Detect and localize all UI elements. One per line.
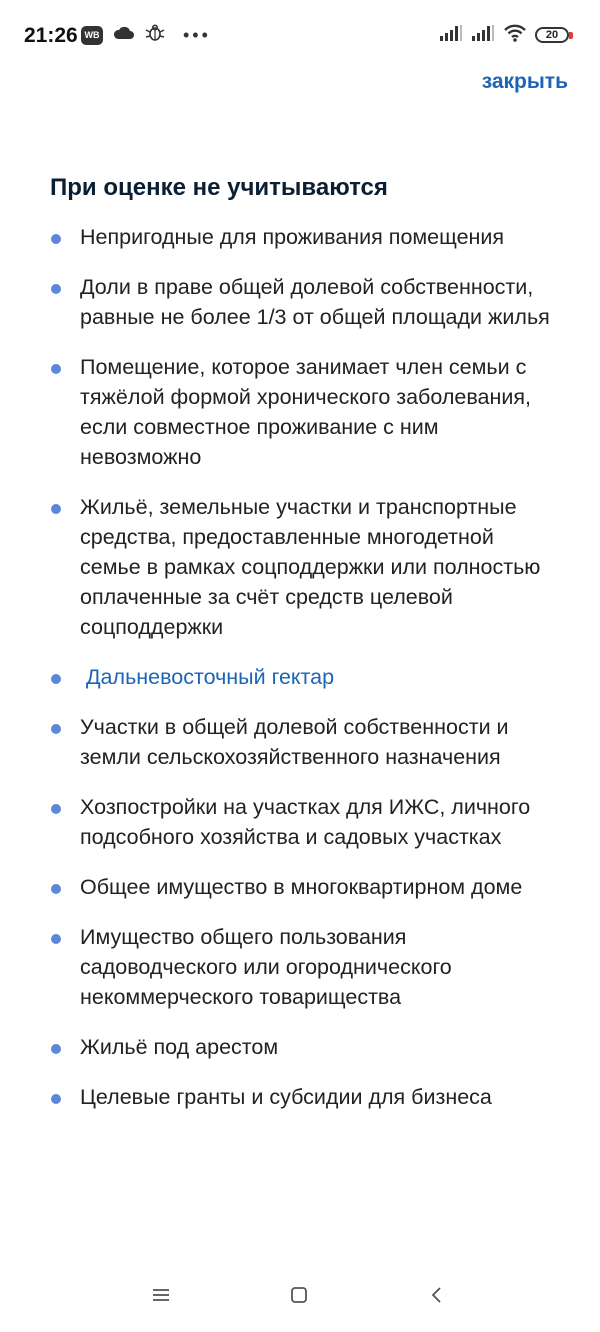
list-item: Участки в общей долевой собственности и земли сельскохозяйственного назначения xyxy=(50,712,560,772)
back-icon[interactable] xyxy=(422,1280,452,1310)
more-dots-icon: ••• xyxy=(183,25,211,45)
list-item: Целевые гранты и субсидии для бизнеса xyxy=(50,1082,560,1112)
list-item: Жильё под арестом xyxy=(50,1032,560,1062)
list-item: Общее имущество в многоквартирном доме xyxy=(50,872,560,902)
list-item: Хозпостройки на участках для ИЖС, личного подсобного хозяйства и садовых участках xyxy=(50,792,560,852)
list-item: Жильё, земельные участки и транспортные средства, предоставленные многодетной семье в рамках соцподдержки или полностью оплаченные за счёт средств целевой соцподдержки xyxy=(50,492,560,642)
list-item: Непригодные для проживания помещения xyxy=(50,222,560,252)
bug-icon xyxy=(145,23,165,48)
list-item: Доли в праве общей долевой собственности, равные не более 1/3 от общей площади жилья xyxy=(50,272,560,332)
list-item: Имущество общего пользования садоводческого или огороднического некоммерческого товарищества xyxy=(50,922,560,1012)
wifi-icon xyxy=(503,23,527,48)
wb-badge-icon: WB xyxy=(81,26,103,45)
status-left-icons xyxy=(81,24,211,46)
status-right-icons xyxy=(439,22,569,48)
far-east-hectare-link[interactable]: Дальневосточный гектар xyxy=(86,665,335,689)
cloud-icon xyxy=(113,26,135,45)
close-link[interactable]: закрыть xyxy=(481,70,568,93)
battery-icon: 20 xyxy=(535,27,569,43)
signal-icon xyxy=(471,24,495,47)
exclusions-list xyxy=(50,222,560,1112)
list-item: Помещение, которое занимает член семьи с тяжёлой формой хронического заболевания, если совместное проживание с ним невозможно xyxy=(50,352,560,472)
system-nav-bar xyxy=(0,1262,600,1328)
home-icon[interactable] xyxy=(284,1280,314,1310)
menu-icon[interactable] xyxy=(146,1280,176,1310)
main-content xyxy=(50,170,560,1132)
status-time: 21:26 xyxy=(24,24,78,47)
section-title: При оценке не учитываются xyxy=(50,174,388,201)
status-bar xyxy=(0,0,600,70)
list-item-link xyxy=(50,662,560,692)
signal-icon xyxy=(439,24,463,47)
